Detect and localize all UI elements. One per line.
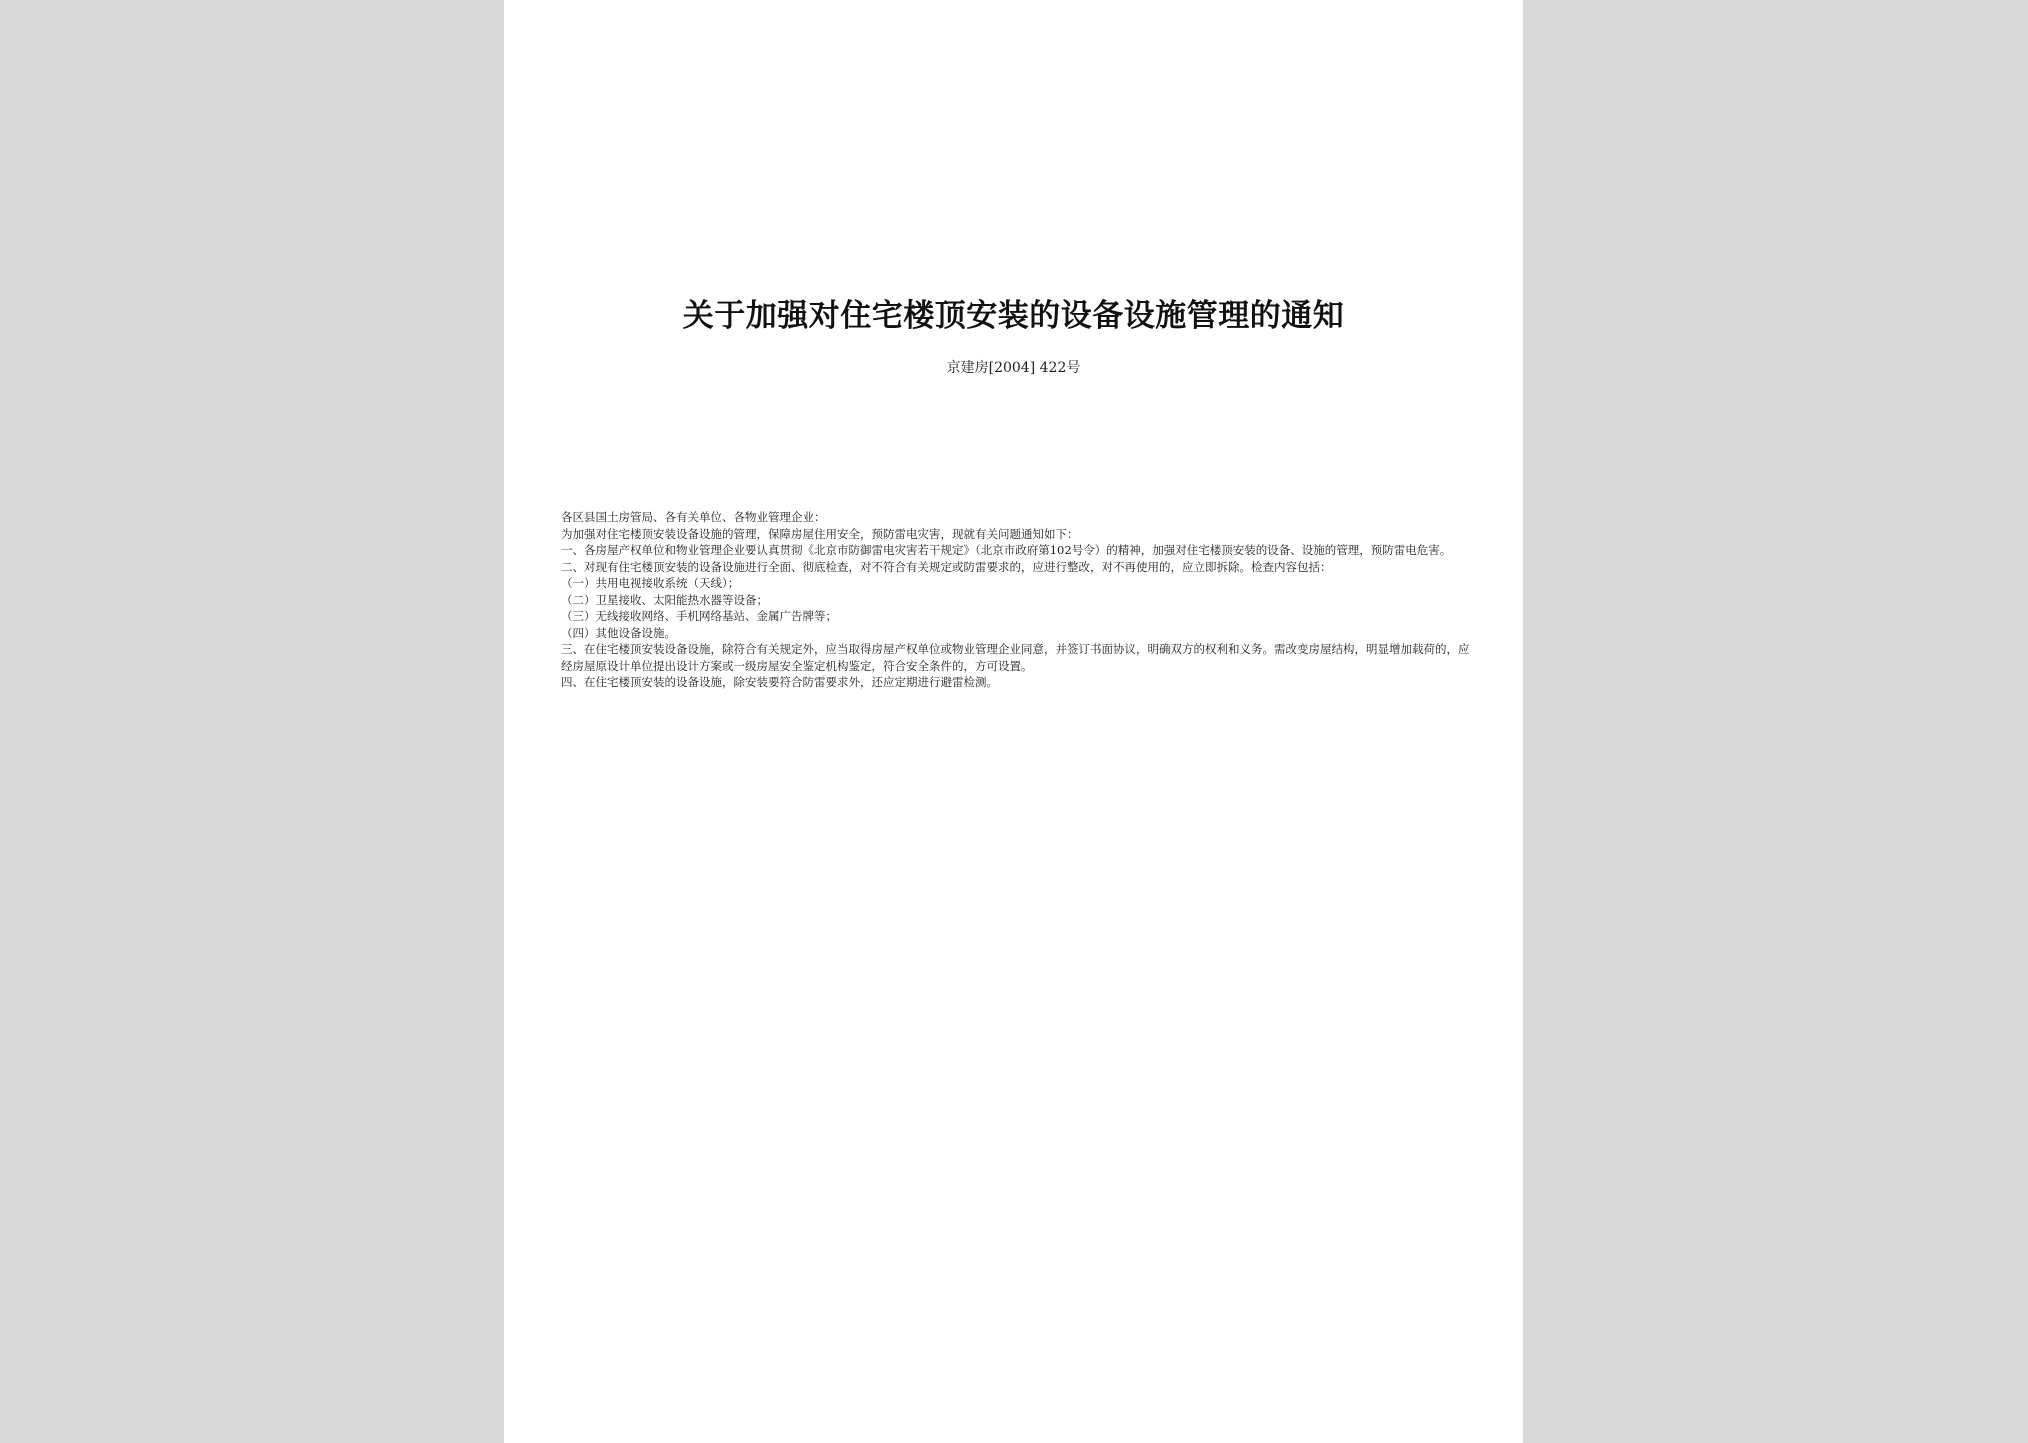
intro-paragraph: 为加强对住宅楼顶安装设备设施的管理，保障房屋住用安全，预防雷电灾害，现就有关问题通知如下：: [561, 526, 1079, 541]
item-2-sub-3: （三）无线接收网络、手机网络基站、金属广告牌等；: [561, 609, 837, 623]
document-number: 京建房[2004] 422号: [946, 360, 1081, 376]
document-title: 关于加强对住宅楼顶安装的设备设施管理的通知: [682, 298, 1345, 334]
document-body: [561, 509, 1471, 691]
item-1-paragraph: 一、各房屋产权单位和物业管理企业要认真贯彻《北京市防御雷电灾害若干规定》（北京市政府第102号令）的精神，加强对住宅楼顶安装的设备、设施的管理，预防雷电危害。: [561, 543, 1452, 557]
item-2-sub-1: （一）共用电视接收系统（天线）；: [561, 576, 740, 590]
item-2-sub-4: （四）其他设备设施。: [561, 625, 676, 640]
item-2-sub-2: （二）卫星接收、太阳能热水器等设备；: [561, 592, 768, 607]
item-3-paragraph: 三、在住宅楼顶安装设备设施，除符合有关规定外，应当取得房屋产权单位或物业管理企业同意，并签订书面协议，明确双方的权利和义务。需改变房屋结构，明显增加载荷的，应经房屋原设计单位提出设计方案或一级房屋安全鉴定机构鉴定，符合安全条件的，方可设置。: [561, 642, 1470, 673]
item-2-paragraph: 二、对现有住宅楼顶安装的设备设施进行全面、彻底检查，对不符合有关规定或防雷要求的，应进行整改，对不再使用的，应立即拆除。检查内容包括：: [561, 559, 1332, 574]
item-4-paragraph: 四、在住宅楼顶安装的设备设施，除安装要符合防雷要求外，还应定期进行避雷检测。: [561, 675, 998, 689]
addressee-line: 各区县国土房管局、各有关单位、各物业管理企业：: [561, 510, 826, 524]
document-page: [504, 0, 1523, 1443]
